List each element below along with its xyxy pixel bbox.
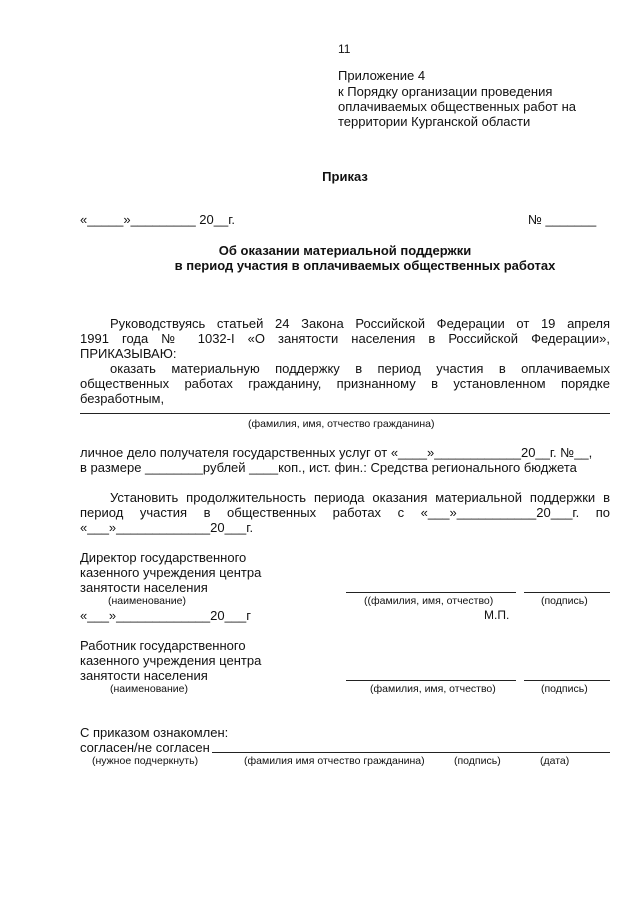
order-heading-line: Об оказании материальной поддержки [218,243,472,258]
worker-signature-underline [524,680,610,681]
director-signature-underline [524,592,610,593]
director-title-line: Директор государственного [80,550,247,565]
order-number-line: № _______ [528,212,597,227]
body-text-line: Руководствуясь статьей 24 Закона Российской Федерации от 19 апреля [110,316,610,331]
director-name-caption: (наименование) [108,595,186,607]
appendix-line: к Порядку организации проведения [338,84,553,99]
director-title-line: казенного учреждения центра [80,565,262,580]
worker-fio-caption: (фамилия, имя, отчество) [370,683,496,695]
body-text-line: ПРИКАЗЫВАЮ: [80,346,177,361]
citizen-name-underline [80,413,610,414]
body-text-line: в размере ________рублей ____коп., ист. фин.: Средства регионального бюджета [80,460,577,475]
order-date-line: «_____»_________ 20__г. [80,212,235,227]
body-text-line: безработным, [80,391,165,406]
worker-title-line: казенного учреждения центра [80,653,262,668]
document-title: Приказ [322,169,368,184]
worker-fio-underline [346,680,516,681]
acknowledge-date-caption: (дата) [540,755,570,767]
worker-name-caption: (наименование) [110,683,188,695]
acknowledge-line: С приказом ознакомлен: [80,725,229,740]
body-text-line: период участия в общественных работах с «___»___________20___г. по [80,505,610,520]
stamp-placeholder: М.П. [484,608,510,622]
body-text-line: «___»_____________20___г. [80,520,254,535]
director-title-line: занятости населения [80,580,208,595]
order-heading-line: в период участия в оплачиваемых общественных работах [174,258,556,273]
citizen-name-caption: (фамилия, имя, отчество гражданина) [248,418,435,430]
appendix-line: территории Курганской области [338,114,531,129]
body-text-line: общественных работах гражданину, признанному в установленном порядке [80,376,610,391]
body-text-line: 1991 года № 1032-I «О занятости населения в Российской Федерации», [80,331,610,346]
page-number: 11 [338,42,351,56]
director-fio-underline [346,592,516,593]
director-signature-caption: (подпись) [541,595,588,607]
director-fio-caption: ((фамилия, имя, отчество) [364,595,494,607]
worker-title-line: занятости населения [80,668,208,683]
acknowledge-underline [212,752,610,753]
worker-title-line: Работник государственного [80,638,246,653]
acknowledge-fio-caption: (фамилия имя отчество гражданина) [244,755,425,767]
appendix-line: Приложение 4 [338,68,426,83]
worker-signature-caption: (подпись) [541,683,588,695]
body-text-line: оказать материальную поддержку в период участия в оплачиваемых [110,361,610,376]
acknowledge-signature-caption: (подпись) [454,755,501,767]
acknowledge-line: согласен/не согласен [80,740,210,755]
acknowledge-underline-caption: (нужное подчеркнуть) [92,755,199,767]
body-text-line: Установить продолжительность периода оказания материальной поддержки в [110,490,610,505]
appendix-line: оплачиваемых общественных работ на [338,99,576,114]
body-text-line: личное дело получателя государственных услуг от «____»____________20__г. №__, [80,445,593,460]
director-date-line: «___»_____________20___г [80,608,252,623]
